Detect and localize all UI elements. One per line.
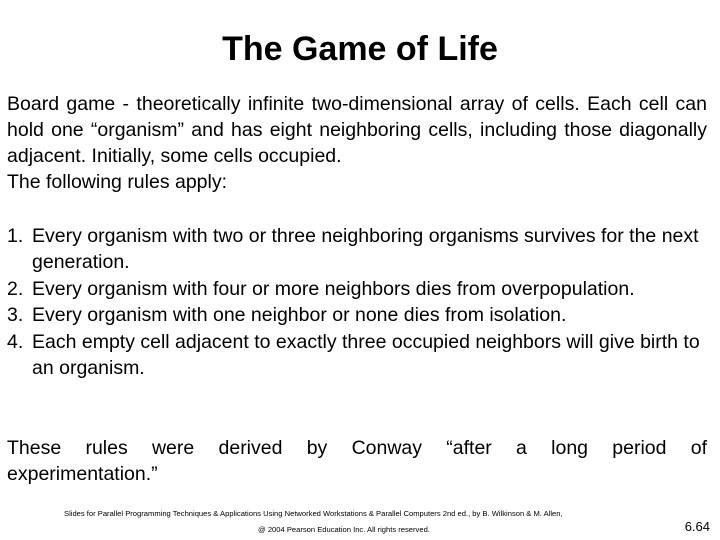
rule-number: 4. xyxy=(7,330,24,353)
rule-text: Every organism with four or more neighbors dies from overpopulation. xyxy=(32,277,635,300)
rule-number: 1. xyxy=(7,225,24,247)
rule-text: Every organism with one neighbor or none dies from isolation. xyxy=(32,304,567,327)
rule-item xyxy=(7,302,707,328)
intro-lead: The following rules apply: xyxy=(7,171,228,193)
intro-block xyxy=(7,91,707,195)
conclusion-line-1: These rules were derived by Conway “after a long period of xyxy=(7,437,707,459)
footer-credit: Slides for Parallel Programming Techniques & Applications Using Networked Workstations & Parallel Computers 2nd ed., by B. Wilkinson & M. Allen, xyxy=(64,509,563,518)
slide-number: 6.64 xyxy=(684,519,710,534)
conclusion-line-2: experimentation.” xyxy=(7,463,158,485)
rule-text: Every organism with two or three neighboring organisms survives for the next generation. xyxy=(32,225,699,274)
footer-copyright: @ 2004 Pearson Education Inc. All rights reserved. xyxy=(258,525,430,534)
rule-item xyxy=(7,223,707,276)
rule-number: 3. xyxy=(7,304,24,327)
rule-number: 2. xyxy=(7,277,24,300)
rule-item xyxy=(7,329,707,382)
rules-list xyxy=(7,223,707,381)
rule-text: Each empty cell adjacent to exactly three occupied neighbors will give birth to an organism. xyxy=(32,330,700,380)
intro-paragraph: Board game - theoretically infinite two-dimensional array of cells. Each cell can hold one “organism” and has eight neighboring cells, including those diagonally adjacent. Initially, some cells occupied. xyxy=(7,93,707,167)
slide-title: The Game of Life xyxy=(222,29,498,68)
conclusion-paragraph xyxy=(7,435,707,487)
rule-item xyxy=(7,276,707,302)
